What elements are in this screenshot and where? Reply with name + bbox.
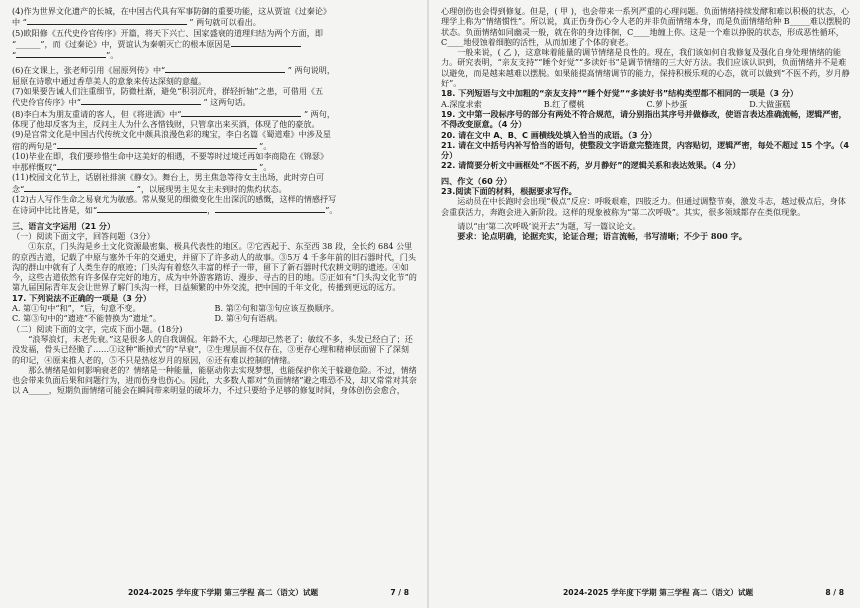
question-18: 18. 下列短语与文中加粗的“亲友支持”“睡个好觉”“多读好书”结构类型都不相同的一项是（3 分） — [441, 88, 798, 99]
essay-task: 请以“由‘第二次呼吸’说开去”为题，写一篇议论文。 — [457, 220, 641, 231]
question-23: 23.阅读下面的材料，根据要求写作。 — [441, 186, 577, 197]
text-line: (12)古人写作生命之易衰尤为敏感。常从聚见的细微变化生出深沉的感慨，这样的情感抒写 — [12, 194, 337, 205]
text-line: 念“ ”，以展现男主见女主未到时的焦灼状态。 — [12, 183, 287, 194]
section-4-title: 四、作文（60 分） — [441, 175, 512, 186]
q17-options-row2 — [12, 313, 417, 323]
text-line: (5)欧阳修《五代史伶官传序》开篇，将天下兴亡、国家盛衰的道理归结为两个方面，即 — [12, 27, 323, 38]
q18-options — [441, 99, 852, 109]
q17-options-row1 — [12, 303, 417, 313]
reading-passage-1: ①东京，门头沟是乡土文化资源最密集、极具代表性的地区。②它西起于、东至西 38 段，全长约 684 公里的京西古道，记载了中原与塞外千年的交通史，并留下了许多动人的故事。③5万 4 千多年前的旧石器时代，门头沟的群山中就有了人类生存的痕迹；门头沟有着悠久丰富的样子一带，留下了新石器时代农耕文明的遗迹。④如今，这些古道依然有许多保存完好的地方，成为中外游客踏访、漫步、寻古的目的地。⑤正如有“门头沟文化节”的第九届国际青年友会让世界了解门头沟一样，日益频繁的中外交流，把中国的千年文化，传播到更远的远方。 — [12, 241, 417, 293]
q18-option-b[interactable]: B.红了樱桃 — [543, 98, 585, 109]
reading-passage-2b: 那么情绪是如何影响衰老的？情绪是一种能量，能驱动你去实现梦想，也能保护你关于躲避危险。不过，情绪也会带来负面后果和问题行为，进而伤身也伤心。因此，大多数人都对“负面情绪”避之唯恐不及，却又常常对其奈以 A_____，短期负面情绪可能会在瞬间带来明显的破坏力，不过只要给予足够的修复时间，身体创伤会愈合， — [12, 364, 417, 396]
text-line: 在诗词中比比皆是，如“ ， ”。 — [12, 205, 338, 216]
q18-option-a[interactable]: A.深度求索 — [441, 98, 482, 109]
q17-option-c[interactable]: C. 第③句中的“遗迹”不能替换为“遗址”。 — [12, 313, 162, 324]
text-line: 中 “ ” 两句就可以看出。 — [12, 17, 261, 28]
text-line: 体现了他却反客为主，反问主人为什么吝惜钱财，只管拿出来买酒，体现了他的豪放。 — [12, 118, 320, 129]
text-line: “ ”。 — [12, 50, 119, 61]
essay-requirements: 要求：论点明确，论据充实，论证合理；语言流畅，书写清晰；不少于 800 字。 — [457, 231, 747, 242]
page-divider — [427, 0, 429, 608]
question-17: 17. 下列说法不正确的一项是（3 分） — [12, 292, 151, 303]
exam-page-8 — [431, 0, 860, 608]
q17-option-a[interactable]: A. 第①句中“和”，“后，句意不变。 — [12, 303, 141, 314]
footer-title: 2024-2025 学年度下学期 第三学程 高二（语文）试题 — [563, 588, 754, 597]
q17-option-b[interactable]: B. 第②句和第③句应该互换顺序。 — [214, 303, 339, 314]
question-21: 21. 请在文中括号内补写恰当的语句，使整段文字语意完整连贯，内容贴切，逻辑严密，每处不超过 15 个字。（4 分） — [441, 139, 849, 161]
question-22: 22. 请简要分析文中画框处“不医不药，岁月静好”的逻辑关系和表达效果。（4 分） — [441, 160, 741, 171]
text-line: “______”，而《过秦论》中，贾谊认为秦朝灭亡的根本原因是 — [12, 38, 417, 49]
text-line: 宿的两句是“ ”。 — [12, 140, 272, 151]
q17-option-d[interactable]: D. 第④句有语病。 — [214, 313, 283, 324]
q18-option-d[interactable]: D.大做蛋糕 — [749, 98, 791, 109]
section-3-title: 三、语言文字运用（21 分） — [12, 220, 116, 231]
question-20: 20. 请在文中 A、B、C 画横线处填入恰当的成语。（3 分） — [441, 129, 657, 140]
question-19: 19. 文中第一段标序号的部分有两处不符合规范，请分别指出其序号并做修改，使语言表达准确流畅，逻辑严密，不得改变原意。（4 分） — [441, 108, 847, 130]
text-line: (4)作为世界文化遗产的长城，在中国古代具有军事防御的重要功能，这从贾谊《过秦论》 — [12, 6, 332, 16]
text-line: 中那样慨叹“ ”。 — [12, 162, 272, 173]
q18-option-c[interactable]: C.萝卜炒蛋 — [646, 98, 688, 109]
text-line: 代史伶官传序》中“ ” 这两句话。 — [12, 97, 251, 108]
text-line: (9)是宫常文化是中国古代传统文化中颇具浪漫色彩的瑰宝，李白名篇《蜀道难》中涉及星 — [12, 129, 332, 140]
reading-passage-2a: “浪琴浪灯，未老先衰。”这是很多人的自我调侃。年龄不大，心理却已然老了；敏纹不多，头发已经白了；还没发福，骨头已经脆了……①这种“断掉式”的“早衰”，②生理层面不仅存在，③更存心理和精神层面留下了深刻的印记，④原来推人老的，⑤不只是热炫岁月的原因，⑥还有难以控制的情绪。 — [12, 333, 413, 365]
page-number: 8 / 8 — [825, 588, 844, 597]
essay-material: 运动员在中长跑时会出现“极点”反应：呼吸艰难，四肢乏力。但通过调整节奏，激发斗志，越过极点后，身体会重获活力，奔跑会进入新阶段。这样的现象被称为“第二次呼吸”。其实，很多领域都存在类似现象。 — [441, 196, 846, 217]
reading-passage-2c: 心理创伤也会得到修复。但是，( 甲 )，也会带来一系列严重的心理问题。负面情绪持续发酵和难以积极的状态，心理学上称为“情绪惯性”。所以说，真正伤身伤心令人老的并非负面情绪本身，而是负面情绪给种 B_____难以摆脱的状态。负面情绪如同幽灵一般，就在你的身边徘徊，C____地缠上你。这是一个难以挣脱的状态，形成恶性循环，C____地侵蚀着细胞的活性，从而加速了个体的衰老。 — [441, 6, 851, 47]
page-number: 7 / 8 — [390, 588, 409, 597]
reading-passage-2d: 一般来说，( 乙 )，这意味着能量的调节情绪是良性的。现在，我们该如何自我修复及强化自身处理情绪的能力。研究表明，“亲友支持”“睡个好觉”“多读好书”是调节情绪的三大好方法。我们应该认识到，负面情绪并不是难以避免，而是越来越难以摆脱。如果能提高情绪调节的能力，保持积极乐观的心态，就可以做到“不医不药，岁月静好”。 — [441, 47, 850, 89]
text-line: (8)李白本为朋友重请的客人，但《将进酒》中“ ” 两句， — [12, 108, 335, 119]
part-2-heading: （二）阅读下面的文字，完成下面小题。(18分) — [12, 323, 183, 334]
footer-title: 2024-2025 学年度下学期 第三学程 高二（语文）试题 — [128, 588, 319, 597]
exam-page-7 — [0, 0, 425, 608]
text-line: 屈原在诗歌中通过香草美人的意象来传达深刻的意蕴。 — [12, 75, 207, 86]
text-line: (7)如果要告诫人们注重细节，防微杜渐，避免“积羽沉舟，群轻折轴”之患，可借用《五 — [12, 86, 324, 97]
part-1-heading: （一）阅读下面文字，回答问题（3分） — [12, 230, 155, 241]
text-line: (11)校园文化节上，话剧社排演《静女》。舞台上，男主焦急等待女主出场，此时旁白可 — [12, 172, 325, 183]
text-line: (10)毕业在即，我们要珍惜生命中这美好的相遇，不要等时过境迁再如李商隐在《锦瑟》 — [12, 150, 329, 161]
text-line: (6)在文课上，张老师引用《屈原列传》中“ ” 两句说明， — [12, 65, 335, 76]
